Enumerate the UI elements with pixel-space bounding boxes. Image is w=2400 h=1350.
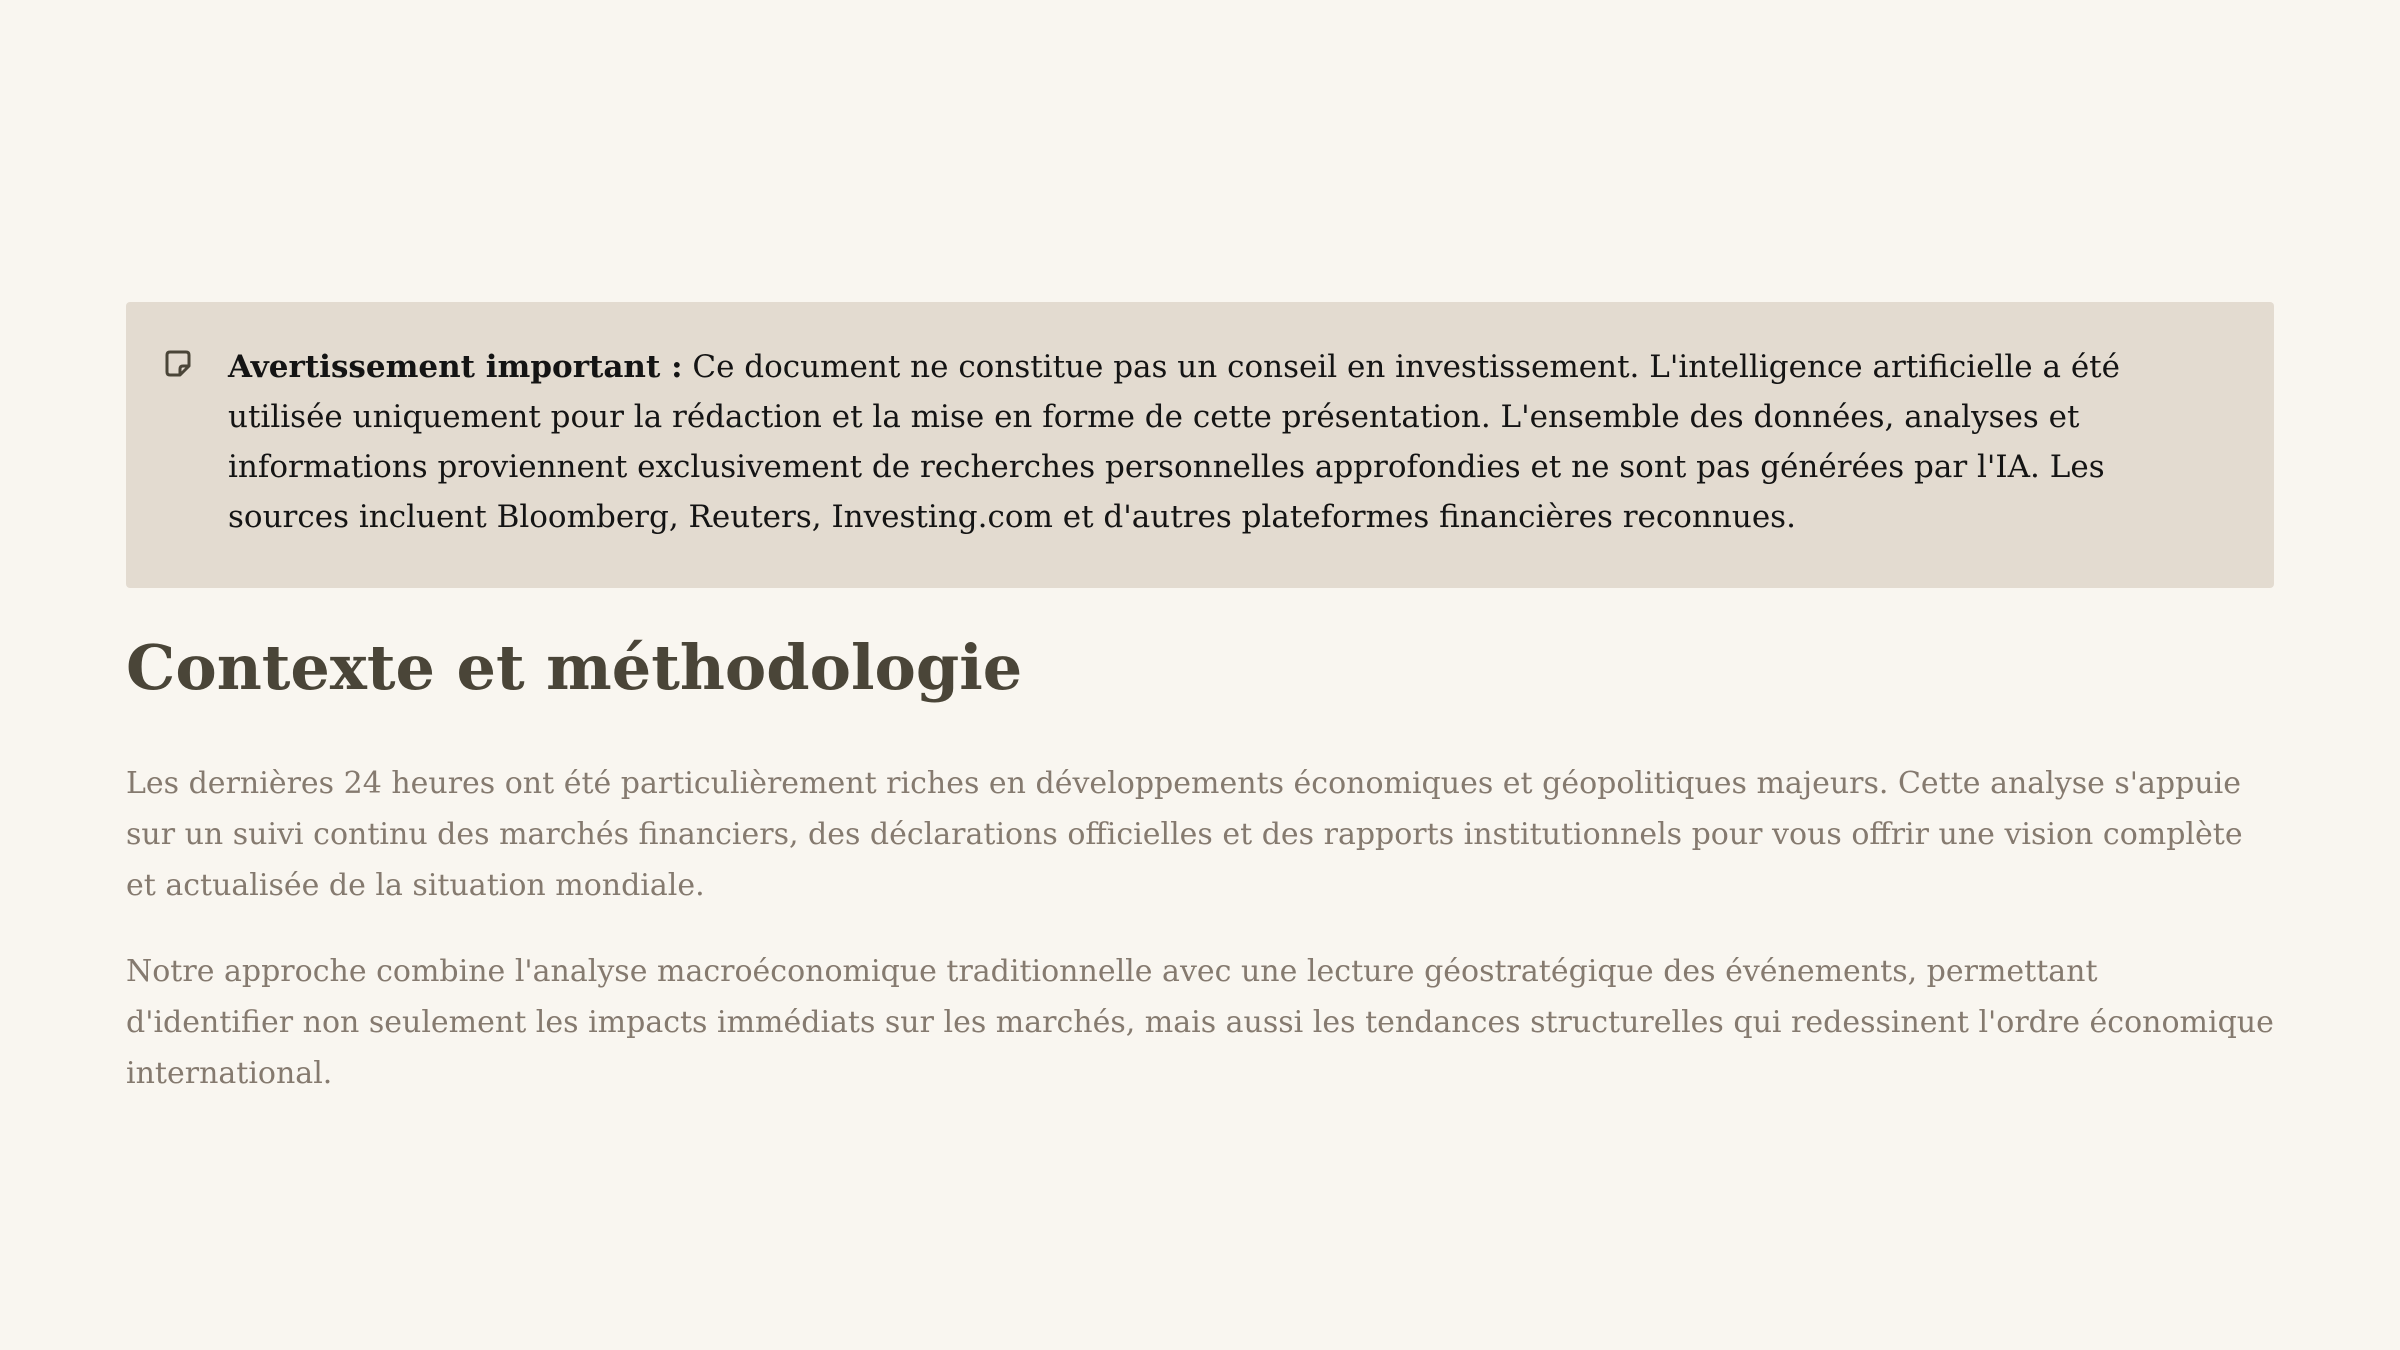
disclaimer-label: Avertissement important :	[228, 349, 683, 385]
disclaimer-body: Ce document ne constitue pas un conseil en investissement. L'intelligence artificielle a été utilisée uniquement pour la rédaction et la mise en forme de cette présentation. L'ensemble des données, analyses et informations proviennent exclusivement de recherches personnelles approfondies et ne sont pas générées par l'IA. Les sources incluent Bloomberg, Reuters, Investing.com et d'autres plateformes financières reconnues.	[228, 349, 2120, 535]
disclaimer-callout	[126, 302, 2274, 588]
note-icon	[162, 348, 194, 380]
approach-paragraph: Notre approche combine l'analyse macroéconomique traditionnelle avec une lecture géostratégique des événements, permettant d'identifier non seulement les impacts immédiats sur les marchés, mais aussi les tendances structurelles qui redessinent l'ordre économique international.	[126, 954, 2274, 1091]
disclaimer-text	[228, 342, 2174, 542]
section-title: Contexte et méthodologie	[126, 631, 1023, 704]
intro-paragraph: Les dernières 24 heures ont été particulièrement riches en développements économiques et géopolitiques majeurs. Cette analyse s'appuie sur un suivi continu des marchés financiers, des déclarations officielles et des rapports institutionnels pour vous offrir une vision complète et actualisée de la situation mondiale.	[126, 766, 2243, 903]
